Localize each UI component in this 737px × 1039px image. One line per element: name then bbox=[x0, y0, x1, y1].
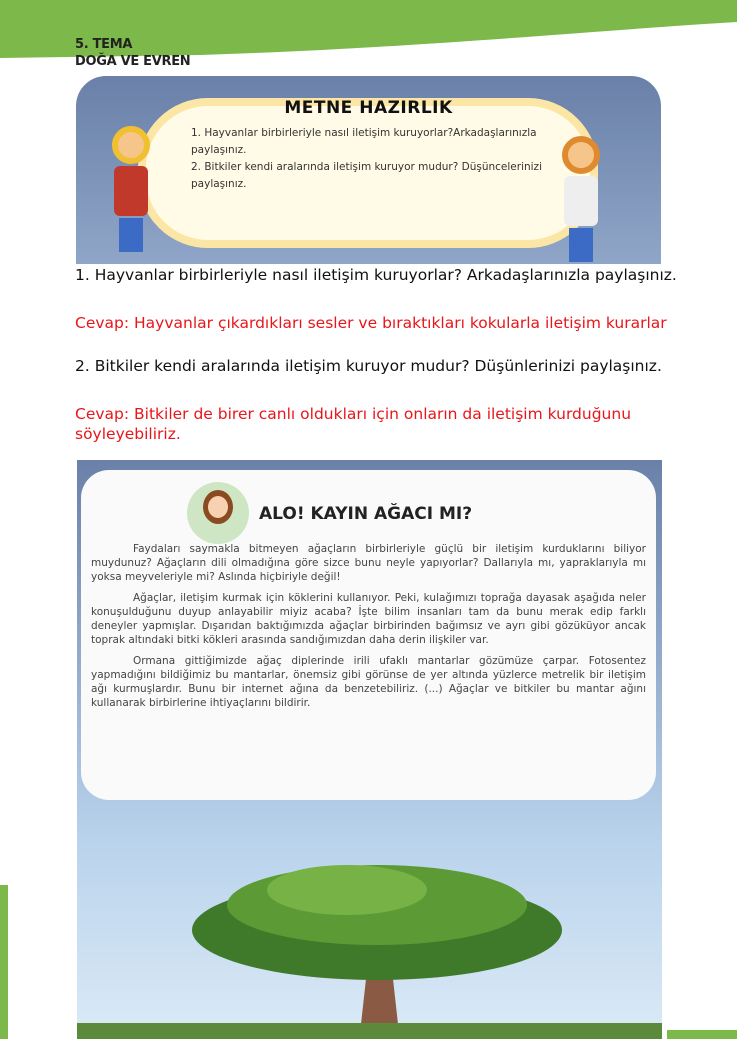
paragraph: Ağaçlar, iletişim kurmak için köklerini kullanıyor. Peki, kulağımızı toprağa dayasak aşağıda neler konuşulduğunu duyup anlayabilir miyiz acaba? İşte bilim insanları tam da bunu merak edip farklı deneyler yapmışlar. Dışarıdan baktığımızda ağaçlar birbirinden bağımsız ve ayrı gibi gözüküyor ancak toprak altındaki bitki kökleri arasında sandığımızdan daha derin ilişkiler var. bbox=[91, 592, 646, 646]
boy-illustration bbox=[556, 136, 606, 264]
paragraph: Faydaları saymakla bitmeyen ağaçların birbirleriyle güçlü bir iletişim kurduklarını biliyor muydunuz? Ağaçların dili olmadığına göre sizce bunu neyle yapıyorlar? Dallarıyla mı, yapraklarıyla mı yoksa meyveleriyle mi? Aslında hiçbiriyle değil! bbox=[91, 543, 646, 583]
preparation-questions bbox=[191, 125, 551, 193]
page-edge-left bbox=[0, 885, 8, 1039]
theme-heading bbox=[75, 36, 190, 70]
theme-title: DOĞA VE EVREN bbox=[75, 54, 191, 69]
preparation-question-2: 2. Bitkiler kendi aralarında iletişim kuruyor mudur? Düşüncelerinizi paylaşınız. bbox=[191, 161, 542, 190]
grass bbox=[77, 1023, 662, 1039]
girl-illustration bbox=[106, 126, 156, 256]
preparation-question-1: 1. Hayvanlar birbirleriyle nasıl iletişim kuruyorlar?Arkadaşlarınızla paylaşınız. bbox=[191, 127, 537, 156]
preparation-title: METNE HAZIRLIK bbox=[284, 98, 453, 118]
reading-card bbox=[81, 470, 656, 800]
reading-box bbox=[77, 460, 662, 1039]
answer-1: Cevap: Hayvanlar çıkardıkları sesler ve bıraktıkları kokularla iletişim kurarlar bbox=[75, 314, 667, 332]
theme-number: 5. TEMA bbox=[75, 37, 133, 52]
reading-text bbox=[91, 542, 646, 717]
page-edge-right bbox=[667, 1030, 737, 1039]
reading-title: ALO! KAYIN AĞACI MI? bbox=[259, 504, 473, 524]
answer-2: Cevap: Bitkiler de birer canlı oldukları için onların da iletişim kurduğunu söyleyebiliriz. bbox=[75, 405, 632, 443]
question-2: 2. Bitkiler kendi aralarında iletişim kuruyor mudur? Düşünlerinizi paylaşınız. bbox=[75, 357, 662, 375]
tree-illustration bbox=[187, 860, 567, 1039]
paragraph: Ormana gittiğimizde ağaç diplerinde irili ufaklı mantarlar gözümüze çarpar. Fotosentez yapmadığını bildiğimiz bu mantarlar, önemsiz gibi görünse de yer altında yüzlerce metrelik bir iletişim ağı kurmuşlardır. Bunu bir internet ağına da benzetebiliriz. (...) Ağaçlar ve bitkiler bu mantar ağını kullanarak birbirlerine ihtiyaçlarını bildirir. bbox=[91, 655, 646, 709]
question-1: 1. Hayvanlar birbirleriyle nasıl iletişim kuruyorlar? Arkadaşlarınızla paylaşınız. bbox=[75, 266, 677, 284]
reader-girl-avatar bbox=[187, 482, 249, 544]
preparation-box bbox=[76, 76, 661, 264]
